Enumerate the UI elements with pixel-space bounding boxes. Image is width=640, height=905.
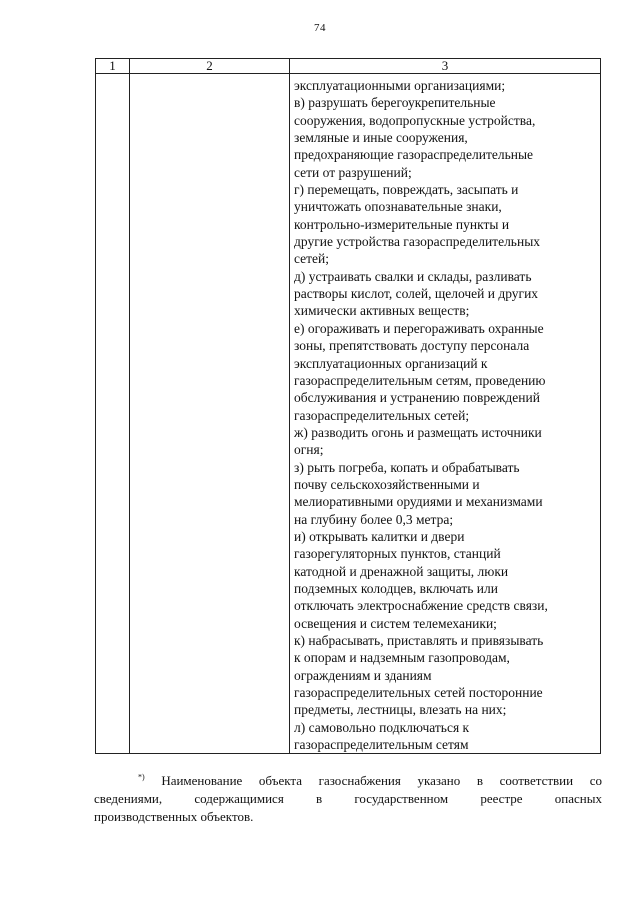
- column-header-2: 2: [130, 59, 290, 74]
- text-line: контрольно-измерительные пункты и: [294, 216, 510, 232]
- text-line: в) разрушать берегоукрепительные: [294, 95, 496, 111]
- footnote: [94, 772, 602, 826]
- text-line: растворы кислот, солей, щелочей и других: [294, 286, 539, 302]
- table-row: [96, 74, 601, 754]
- text-line: г) перемещать, повреждать, засыпать и: [294, 182, 519, 198]
- text-line: л) самовольно подключаться к: [294, 719, 470, 735]
- column-header-1: 1: [96, 59, 130, 74]
- text-line: газораспределительным сетям, проведению: [294, 372, 546, 388]
- text-line: д) устраивать свалки и склады, разливать: [294, 268, 532, 284]
- footnote-marker: *): [138, 772, 145, 782]
- text-line: другие устройства газораспределительных: [294, 234, 541, 250]
- text-line: предохраняющие газораспределительные: [294, 147, 534, 163]
- text-line: и) открывать калитки и двери: [294, 528, 465, 544]
- text-line: к) набрасывать, приставлять и привязывать: [294, 633, 544, 648]
- text-line: эксплуатационных организаций к: [294, 355, 488, 371]
- text-line: подземных колодцев, включать или: [294, 580, 498, 596]
- text-line: зоны, препятствовать доступу персонала: [294, 338, 530, 354]
- text-line: газораспределительным сетям: [294, 737, 469, 753]
- text-line: е) огораживать и перегораживать охранные: [294, 320, 544, 336]
- text-line: предметы, лестницы, влезать на них;: [294, 702, 507, 718]
- text-line: газорегуляторных пунктов, станций: [294, 546, 501, 562]
- text-line: эксплуатационными организациями;: [294, 78, 506, 93]
- table-header-row: [96, 59, 601, 74]
- text-line: мелиоративными орудиями и механизмами: [294, 494, 543, 510]
- text-line: уничтожать опознавательные знаки,: [294, 199, 502, 215]
- column-3-cell: [290, 74, 601, 754]
- text-line: на глубину более 0,3 метра;: [294, 511, 454, 527]
- text-line: ж) разводить огонь и размещать источники: [294, 424, 542, 440]
- page-number: 74: [314, 22, 326, 34]
- footnote-line: сведениями, содержащимися в государственном реестре опасных: [94, 791, 602, 806]
- document-table: [95, 58, 601, 754]
- text-line: ограждениям и зданиям: [294, 667, 432, 683]
- text-line: сооружения, водопропускные устройства,: [294, 112, 536, 128]
- footnote-text: Наименование объекта газоснабжения указано в соответствии со: [161, 773, 603, 788]
- column-2-cell: [130, 74, 290, 754]
- text-line: сети от разрушений;: [294, 164, 412, 180]
- text-line: к опорам и надземным газопроводам,: [294, 650, 510, 666]
- text-line: отключать электроснабжение средств связи,: [294, 598, 548, 614]
- footnote-line: производственных объектов.: [94, 809, 254, 824]
- column-1-cell: [96, 74, 130, 754]
- footnote-line: [94, 772, 602, 790]
- prohibitions-text: [294, 77, 598, 753]
- column-header-3: 3: [290, 59, 601, 74]
- text-line: земляные и иные сооружения,: [294, 130, 468, 146]
- text-line: з) рыть погреба, копать и обрабатывать: [294, 459, 520, 475]
- text-line: почву сельскохозяйственными и: [294, 476, 480, 492]
- text-line: газораспределительных сетей;: [294, 407, 470, 423]
- text-line: обслуживания и устранению повреждений: [294, 390, 540, 406]
- text-line: сетей;: [294, 251, 330, 267]
- text-line: газораспределительных сетей посторонние: [294, 685, 543, 701]
- text-line: катодной и дренажной защиты, люки: [294, 563, 509, 579]
- text-line: огня;: [294, 442, 324, 458]
- text-line: химически активных веществ;: [294, 303, 470, 319]
- text-line: освещения и систем телемеханики;: [294, 615, 497, 631]
